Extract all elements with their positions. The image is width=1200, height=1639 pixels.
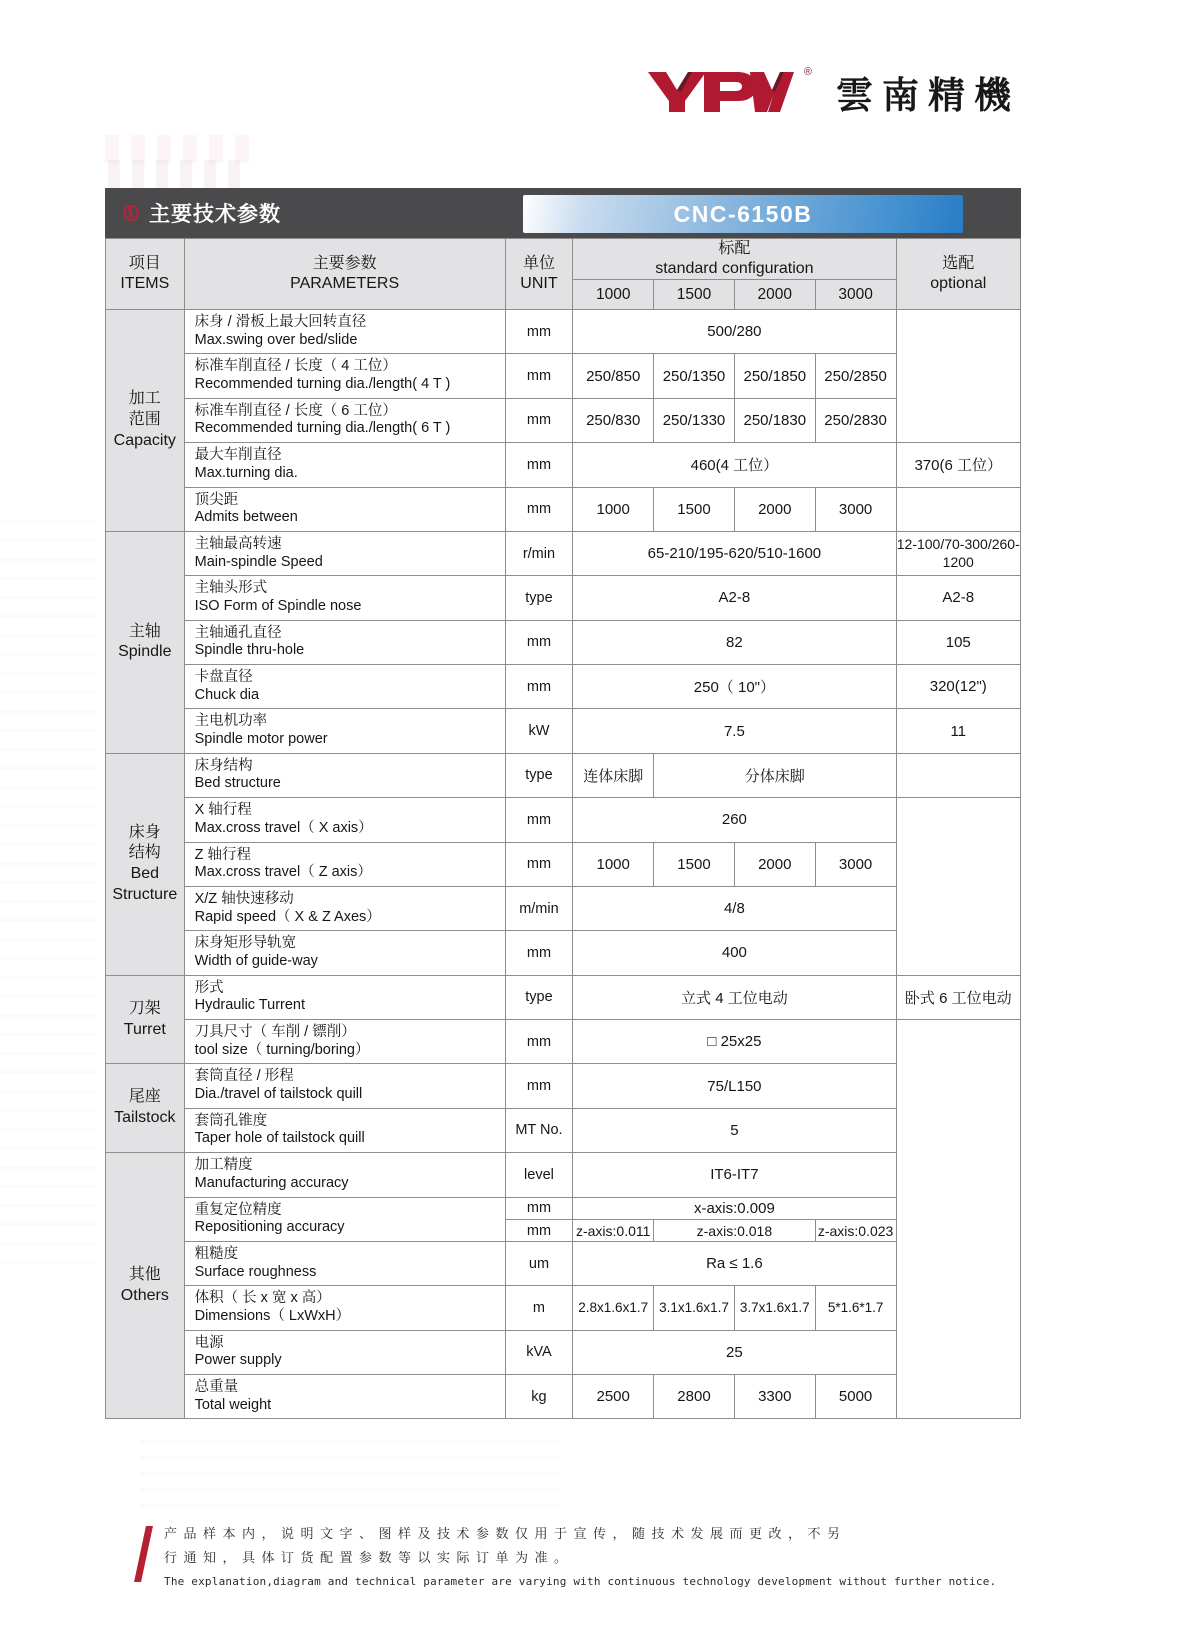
param-roughness-cn: 粗糙度	[194, 1245, 239, 1262]
unit-dimensions: m	[505, 1286, 573, 1330]
footer-chinese-line-1: 产品样本内，说明文字、图样及技术参数仅用于宣传，随技术发展而更改，不另	[164, 1526, 847, 1541]
group-spindle-cn: 主轴	[128, 622, 161, 640]
param-weight	[184, 1375, 505, 1419]
group-turret-cn: 刀架	[128, 999, 161, 1017]
value-weight-1000: 2500	[573, 1375, 654, 1419]
param-maxturning-en: Max.turning dia.	[194, 464, 298, 481]
unit-spindlenose: type	[505, 576, 573, 620]
spec-card-title: 主要技术参数	[149, 203, 281, 226]
param-toolsize-en: tool size（ turning/boring）	[194, 1041, 370, 1058]
value-motorpower: 7.5	[573, 709, 896, 753]
param-admits	[184, 487, 505, 531]
table-row	[106, 1108, 1021, 1152]
table-row	[106, 620, 1021, 664]
optional-admits-blank	[896, 487, 1021, 531]
header-standard-en: standard configuration	[655, 260, 814, 277]
param-roughness	[184, 1241, 505, 1285]
value-dimensions-3000: 5*1.6*1.7	[815, 1286, 896, 1330]
param-taper	[184, 1108, 505, 1152]
param-chuck-en: Chuck dia	[194, 686, 260, 703]
unit-motorpower: kW	[505, 709, 573, 753]
value-bedstructure-first: 连体床脚	[573, 753, 654, 797]
header-unit-en: UNIT	[520, 275, 558, 292]
value-turning4t-1500: 250/1350	[654, 354, 735, 398]
optional-tail-blank	[896, 1020, 1021, 1419]
header-standard-cn: 标配	[718, 240, 751, 257]
optional-capacity-blank	[896, 310, 1021, 443]
group-spindle	[106, 531, 185, 753]
optional-bedstructure-blank	[896, 753, 1021, 797]
group-capacity-cn1: 加工	[128, 390, 161, 408]
table-row	[106, 443, 1021, 487]
table-row	[106, 665, 1021, 709]
value-turning6t-1000: 250/830	[573, 398, 654, 442]
value-dimensions-1000: 2.8x1.6x1.7	[573, 1286, 654, 1330]
group-others-en: Others	[120, 1286, 169, 1304]
unit-turning4t: mm	[505, 354, 573, 398]
param-spindlenose	[184, 576, 505, 620]
param-turning4t-en: Recommended turning dia./length( 4 T )	[194, 376, 451, 393]
group-bed	[106, 753, 185, 975]
unit-quill: mm	[505, 1064, 573, 1108]
value-turning6t-3000: 250/2830	[815, 398, 896, 442]
param-turning6t-cn: 标准车削直径 / 长度（ 6 工位）	[194, 402, 397, 419]
param-spindlenose-en: ISO Form of Spindle nose	[194, 597, 362, 614]
group-bed-cn2: 结构	[128, 844, 161, 862]
param-quill-cn: 套筒直径 / 形程	[194, 1068, 294, 1085]
table-row	[106, 487, 1021, 531]
group-tailstock	[106, 1064, 185, 1153]
table-row	[106, 1241, 1021, 1285]
optional-spindlespeed: 12-100/70-300/260-1200	[896, 531, 1021, 575]
param-roughness-en: Surface roughness	[194, 1263, 317, 1280]
param-thruhole-en: Spindle thru-hole	[194, 642, 305, 659]
footer-chinese-line-2: 行通知，具体订货配置参数等以实际订单为准。	[164, 1550, 574, 1566]
value-toolsize: □ 25x25	[573, 1020, 896, 1064]
group-bed-en2: Structure	[112, 885, 178, 903]
param-quill-en: Dia./travel of tailstock quill	[194, 1086, 363, 1103]
spec-card-header	[105, 188, 1021, 238]
param-xtravel-en: Max.cross travel（ X axis）	[194, 819, 373, 836]
table-row	[106, 753, 1021, 797]
unit-repositioning-z: mm	[505, 1220, 573, 1242]
optional-turrettype: 卧式 6 工位电动	[896, 975, 1021, 1019]
param-rapidspeed	[184, 886, 505, 930]
unit-roughness: um	[505, 1241, 573, 1285]
value-dimensions-1500: 3.1x1.6x1.7	[654, 1286, 735, 1330]
value-guideway: 400	[573, 931, 896, 975]
value-spindlespeed: 65-210/195-620/510-1600	[573, 531, 896, 575]
param-thruhole	[184, 620, 505, 664]
param-weight-en: Total weight	[194, 1396, 272, 1413]
param-bedstructure-en: Bed structure	[194, 775, 281, 792]
table-row	[106, 886, 1021, 930]
unit-swing: mm	[505, 310, 573, 354]
param-thruhole-cn: 主轴通孔直径	[194, 624, 282, 641]
table-row	[106, 842, 1021, 886]
param-taper-cn: 套筒孔锥度	[194, 1112, 268, 1129]
unit-turrettype: type	[505, 975, 573, 1019]
unit-bedstructure: type	[505, 753, 573, 797]
param-swing-cn: 床身 / 滑板上最大回转直径	[194, 314, 367, 330]
param-turrettype-en: Hydraulic Turrent	[194, 997, 306, 1014]
group-bed-cn1: 床身	[128, 823, 161, 841]
value-turning6t-1500: 250/1330	[654, 398, 735, 442]
param-power	[184, 1330, 505, 1374]
table-header-row	[106, 239, 1021, 280]
header-parameters-cn: 主要参数	[312, 255, 377, 272]
param-dimensions	[184, 1286, 505, 1330]
param-ztravel-cn: Z 轴行程	[194, 846, 251, 863]
param-maxturning-cn: 最大车削直径	[194, 447, 282, 464]
param-toolsize-cn: 刀具尺寸（ 车削 / 镖削）	[194, 1024, 356, 1040]
param-dimensions-en: Dimensions（ LxWxH）	[194, 1307, 351, 1324]
header-items-en: ITEMS	[120, 275, 170, 292]
header-optional-en: optional	[930, 275, 987, 292]
param-swing-en: Max.swing over bed/slide	[194, 331, 358, 348]
value-bedstructure-rest: 分体床脚	[654, 753, 896, 797]
optional-bed-blank	[896, 798, 1021, 976]
value-turrettype: 立式 4 工位电动	[573, 975, 896, 1019]
value-maxturning: 460(4 工位）	[573, 443, 896, 487]
unit-xtravel: mm	[505, 798, 573, 842]
unit-accuracy: level	[505, 1153, 573, 1197]
unit-taper: MT No.	[505, 1108, 573, 1152]
unit-maxturning: mm	[505, 443, 573, 487]
brand-chinese-name: 雲南精機	[836, 73, 1020, 117]
value-repositioning-z2: z-axis:0.018	[654, 1220, 816, 1242]
value-weight-2000: 3300	[734, 1375, 815, 1419]
value-swing: 500/280	[573, 310, 896, 354]
header-items	[106, 239, 185, 310]
param-accuracy	[184, 1153, 505, 1197]
header-optional	[896, 239, 1021, 310]
value-ztravel-3000: 3000	[815, 842, 896, 886]
unit-thruhole: mm	[505, 620, 573, 664]
table-row	[106, 931, 1021, 975]
param-quill	[184, 1064, 505, 1108]
logo-lockup	[646, 65, 1020, 119]
group-capacity	[106, 310, 185, 532]
param-xtravel-cn: X 轴行程	[194, 802, 252, 819]
value-admits-1000: 1000	[573, 487, 654, 531]
value-turning4t-1000: 250/850	[573, 354, 654, 398]
bullet-icon	[123, 205, 139, 221]
param-turrettype-cn: 形式	[194, 979, 224, 996]
param-turning6t	[184, 398, 505, 442]
value-repositioning-x: x-axis:0.009	[573, 1197, 896, 1220]
param-guideway-cn: 床身矩形导轨宽	[194, 935, 297, 952]
value-ztravel-2000: 2000	[734, 842, 815, 886]
unit-ztravel: mm	[505, 842, 573, 886]
print-ghost-artifact	[140, 1440, 560, 1510]
param-spindlespeed	[184, 531, 505, 575]
table-row	[106, 1330, 1021, 1374]
header-size-2000: 2000	[734, 280, 815, 310]
table-row	[106, 398, 1021, 442]
unit-power: kVA	[505, 1330, 573, 1374]
param-repositioning-cn: 重复定位精度	[194, 1201, 282, 1218]
header-items-cn: 项目	[128, 255, 161, 272]
footer-english-line: The explanation,diagram and technical parameter are varying with continuous technology development without further notice.	[164, 1575, 997, 1589]
table-row	[106, 531, 1021, 575]
value-chuck: 250（ 10"）	[573, 665, 896, 709]
group-others	[106, 1153, 185, 1419]
brand-header	[0, 52, 1200, 132]
value-xtravel: 260	[573, 798, 896, 842]
value-roughness: Ra ≤ 1.6	[573, 1241, 896, 1285]
print-ghost-artifact	[105, 135, 255, 163]
param-guideway	[184, 931, 505, 975]
value-weight-1500: 2800	[654, 1375, 735, 1419]
param-xtravel	[184, 798, 505, 842]
value-admits-2000: 2000	[734, 487, 815, 531]
param-spindlespeed-cn: 主轴最高转速	[194, 535, 282, 552]
value-spindlenose: A2-8	[573, 576, 896, 620]
table-row	[106, 1153, 1021, 1197]
value-rapidspeed: 4/8	[573, 886, 896, 930]
param-repositioning	[184, 1197, 505, 1241]
param-rapidspeed-en: Rapid speed（ X & Z Axes）	[194, 908, 381, 925]
param-turrettype	[184, 975, 505, 1019]
param-ztravel-en: Max.cross travel（ Z axis）	[194, 864, 372, 881]
value-turning4t-2000: 250/1850	[734, 354, 815, 398]
unit-toolsize: mm	[505, 1020, 573, 1064]
optional-chuck: 320(12")	[896, 665, 1021, 709]
table-row	[106, 576, 1021, 620]
table-row	[106, 1375, 1021, 1419]
table-row	[106, 1064, 1021, 1108]
value-ztravel-1000: 1000	[573, 842, 654, 886]
param-bedstructure-cn: 床身结构	[194, 757, 253, 774]
optional-thruhole: 105	[896, 620, 1021, 664]
unit-repositioning-x: mm	[505, 1197, 573, 1220]
param-swing	[184, 310, 505, 354]
value-quill: 75/L150	[573, 1064, 896, 1108]
header-size-3000: 3000	[815, 280, 896, 310]
param-rapidspeed-cn: X/Z 轴快速移动	[194, 890, 294, 907]
param-turning4t-cn: 标准车削直径 / 长度（ 4 工位）	[194, 358, 397, 375]
param-spindlenose-cn: 主轴头形式	[194, 580, 268, 597]
group-bed-en1: Bed	[130, 865, 160, 883]
optional-spindlenose: A2-8	[896, 576, 1021, 620]
print-ghost-artifact	[0, 520, 95, 1280]
param-motorpower-en: Spindle motor power	[194, 731, 328, 748]
param-spindlespeed-en: Main-spindle Speed	[194, 553, 323, 570]
footer-disclaimer	[140, 1522, 1080, 1588]
param-repositioning-en: Repositioning accuracy	[194, 1219, 345, 1236]
table-row	[106, 1020, 1021, 1064]
group-capacity-en: Capacity	[113, 431, 176, 449]
param-power-cn: 电源	[194, 1334, 224, 1351]
param-chuck-cn: 卡盘直径	[194, 669, 253, 685]
param-accuracy-en: Manufacturing accuracy	[194, 1174, 349, 1191]
value-power: 25	[573, 1330, 896, 1374]
table-row	[106, 310, 1021, 354]
unit-guideway: mm	[505, 931, 573, 975]
value-turning6t-2000: 250/1830	[734, 398, 815, 442]
table-row	[106, 354, 1021, 398]
optional-maxturning: 370(6 工位）	[896, 443, 1021, 487]
table-row	[106, 975, 1021, 1019]
param-admits-cn: 顶尖距	[194, 491, 239, 508]
value-admits-3000: 3000	[815, 487, 896, 531]
param-guideway-en: Width of guide-way	[194, 952, 318, 969]
unit-rapidspeed: m/min	[505, 886, 573, 930]
value-repositioning-z3: z-axis:0.023	[815, 1220, 896, 1242]
value-turning4t-3000: 250/2850	[815, 354, 896, 398]
header-parameters-en: PARAMETERS	[290, 275, 400, 292]
group-turret-en: Turret	[123, 1020, 166, 1038]
optional-motorpower: 11	[896, 709, 1021, 753]
table-row	[106, 1286, 1021, 1330]
param-weight-cn: 总重量	[194, 1379, 239, 1395]
unit-turning6t: mm	[505, 398, 573, 442]
param-motorpower-cn: 主电机功率	[194, 713, 268, 730]
unit-weight: kg	[505, 1375, 573, 1419]
value-taper: 5	[573, 1108, 896, 1152]
param-taper-en: Taper hole of tailstock quill	[194, 1130, 365, 1147]
group-tailstock-en: Tailstock	[114, 1109, 176, 1127]
param-power-en: Power supply	[194, 1352, 282, 1369]
param-ztravel	[184, 842, 505, 886]
group-turret	[106, 975, 185, 1064]
value-thruhole: 82	[573, 620, 896, 664]
param-dimensions-cn: 体积（ 长 x 宽 x 高）	[194, 1290, 331, 1307]
group-capacity-cn2: 范围	[128, 411, 161, 429]
group-others-cn: 其他	[128, 1265, 161, 1283]
table-row	[106, 1197, 1021, 1220]
header-unit	[505, 239, 573, 310]
param-motorpower	[184, 709, 505, 753]
value-repositioning-z1: z-axis:0.011	[573, 1220, 654, 1242]
value-admits-1500: 1500	[654, 487, 735, 531]
param-turning6t-en: Recommended turning dia./length( 6 T )	[194, 420, 451, 437]
specification-table	[105, 238, 1021, 1419]
header-size-1500: 1500	[654, 280, 735, 310]
header-unit-cn: 单位	[522, 255, 555, 272]
value-ztravel-1500: 1500	[654, 842, 735, 886]
unit-spindlespeed: r/min	[505, 531, 573, 575]
param-accuracy-cn: 加工精度	[194, 1157, 253, 1174]
header-size-1000: 1000	[573, 280, 654, 310]
param-chuck	[184, 665, 505, 709]
spec-card	[105, 188, 1021, 1419]
value-dimensions-2000: 3.7x1.6x1.7	[734, 1286, 815, 1330]
group-tailstock-cn: 尾座	[128, 1088, 161, 1106]
param-bedstructure	[184, 753, 505, 797]
table-row	[106, 709, 1021, 753]
param-turning4t	[184, 354, 505, 398]
registered-mark: ®	[803, 66, 812, 78]
param-maxturning	[184, 443, 505, 487]
print-ghost-artifact	[108, 160, 240, 190]
group-spindle-en: Spindle	[118, 643, 172, 661]
footer-accent-bar	[134, 1526, 153, 1582]
param-admits-en: Admits between	[194, 509, 298, 526]
header-standard	[573, 239, 896, 280]
ypm-logo-icon	[646, 66, 812, 116]
model-badge: CNC-6150B	[523, 195, 963, 233]
table-row	[106, 798, 1021, 842]
value-weight-3000: 5000	[815, 1375, 896, 1419]
header-optional-cn: 选配	[942, 255, 975, 272]
value-accuracy: IT6-IT7	[573, 1153, 896, 1197]
unit-admits: mm	[505, 487, 573, 531]
header-parameters	[184, 239, 505, 310]
unit-chuck: mm	[505, 665, 573, 709]
param-toolsize	[184, 1020, 505, 1064]
